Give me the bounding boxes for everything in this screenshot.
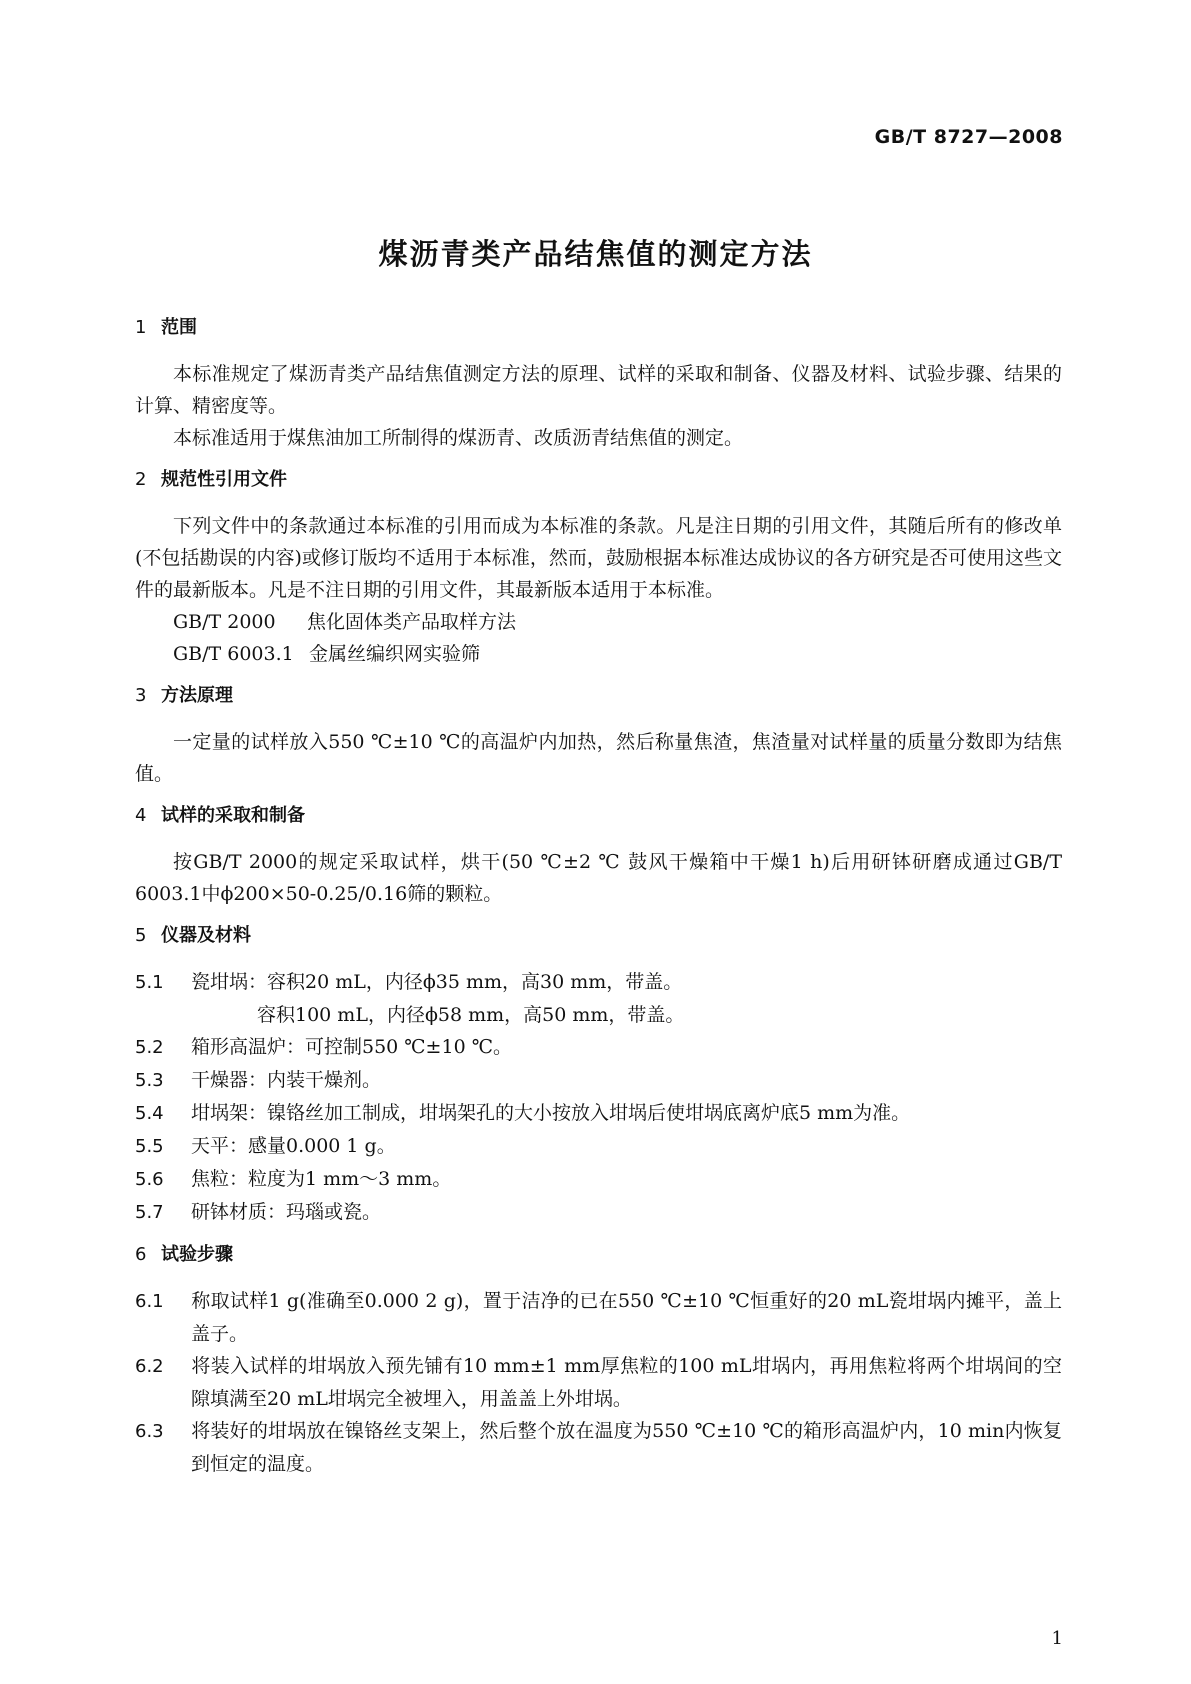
clause-number: 6.2 [135, 1356, 164, 1377]
section-title: 范围 [161, 317, 197, 338]
section-title: 仪器及材料 [161, 925, 251, 946]
normative-reference [173, 606, 1062, 638]
clause-number: 5.2 [135, 1037, 164, 1058]
section-heading-5 [135, 920, 1062, 952]
section-heading-2 [135, 464, 1062, 496]
paragraph: 一定量的试样放入550 ℃±10 ℃的高温炉内加热，然后称量焦渣，焦渣量对试样量的质量分数即为结焦值。 [135, 731, 1062, 785]
paragraph: 本标准适用于煤焦油加工所制得的煤沥青、改质沥青结焦值的测定。 [173, 427, 744, 449]
clause-number: 5.1 [135, 972, 164, 993]
clause-number: 6.1 [135, 1291, 164, 1312]
section-number: 1 [135, 317, 147, 338]
document-title: 煤沥青类产品结焦值的测定方法 [378, 237, 813, 271]
clause-number: 5.7 [135, 1202, 164, 1223]
clause-item [135, 1196, 1062, 1229]
section-number: 3 [135, 685, 147, 706]
clause-item [135, 1350, 1062, 1415]
clause-item [135, 966, 1062, 999]
normative-reference [173, 638, 1062, 670]
section-number: 4 [135, 805, 147, 826]
paragraph: 本标准规定了煤沥青类产品结焦值测定方法的原理、试样的采取和制备、仪器及材料、试验步骤、结果的计算、精密度等。 [135, 363, 1062, 417]
clause-text: 坩埚架：镍铬丝加工制成，坩埚架孔的大小按放入坩埚后使坩埚底离炉底5 mm为准。 [191, 1102, 911, 1124]
document-body [135, 312, 1062, 1480]
reference-code: GB/T 6003.1 [173, 643, 294, 665]
section-heading-6 [135, 1239, 1062, 1271]
clause-text: 研钵材质：玛瑙或瓷。 [191, 1201, 382, 1223]
clause-item [135, 1031, 1062, 1064]
clause-text: 天平：感量0.000 1 g。 [191, 1135, 396, 1157]
clause-text: 将装入试样的坩埚放入预先铺有10 mm±1 mm厚焦粒的100 mL坩埚内，再用焦粒将两个坩埚间的空隙填满至20 mL坩埚完全被埋入，用盖盖上外坩埚。 [191, 1355, 1062, 1410]
clause-item [135, 1130, 1062, 1163]
section-number: 5 [135, 925, 147, 946]
page-number: 1 [1051, 1628, 1063, 1649]
clause-item [135, 1285, 1062, 1350]
clause-item [135, 1064, 1062, 1097]
clause-text: 箱形高温炉：可控制550 ℃±10 ℃。 [191, 1036, 512, 1058]
clause-text: 焦粒：粒度为1 mm～3 mm。 [191, 1168, 452, 1190]
clause-item [135, 1415, 1062, 1480]
section-number: 6 [135, 1244, 147, 1265]
paragraph: 按GB/T 2000的规定采取试样，烘干(50 ℃±2 ℃ 鼓风干燥箱中干燥1 h)后用研钵研磨成通过GB/T 6003.1中ϕ200×50-0.25/0.16筛的颗粒。 [135, 851, 1062, 905]
section-title: 方法原理 [161, 685, 233, 706]
clause-continuation: 容积100 mL，内径ϕ58 mm，高50 mm，带盖。 [257, 1004, 685, 1026]
section-heading-4 [135, 800, 1062, 832]
section-heading-3 [135, 680, 1062, 712]
clause-number: 5.3 [135, 1070, 164, 1091]
clause-text: 瓷坩埚：容积20 mL，内径ϕ35 mm，高30 mm，带盖。 [191, 971, 683, 993]
section-heading-1 [135, 312, 1062, 344]
standard-number: GB/T 8727—2008 [874, 126, 1063, 148]
section-title: 试验步骤 [161, 1244, 233, 1265]
clause-text: 干燥器：内装干燥剂。 [191, 1069, 382, 1091]
clause-text: 将装好的坩埚放在镍铬丝支架上，然后整个放在温度为550 ℃±10 ℃的箱形高温炉内，10 min内恢复到恒定的温度。 [191, 1420, 1062, 1475]
reference-code: GB/T 2000 [173, 611, 276, 633]
clause-item [135, 1097, 1062, 1130]
reference-title: 焦化固体类产品取样方法 [307, 611, 517, 633]
reference-title: 金属丝编织网实验筛 [309, 643, 481, 665]
clause-number: 5.5 [135, 1136, 164, 1157]
clause-number: 5.4 [135, 1103, 164, 1124]
section-title: 规范性引用文件 [161, 469, 287, 490]
clause-number: 6.3 [135, 1421, 164, 1442]
clause-number: 5.6 [135, 1169, 164, 1190]
section-number: 2 [135, 469, 147, 490]
paragraph: 下列文件中的条款通过本标准的引用而成为本标准的条款。凡是注日期的引用文件，其随后所有的修改单(不包括勘误的内容)或修订版均不适用于本标准，然而，鼓励根据本标准达成协议的各方研究是否可使用这些文件的最新版本。凡是不注日期的引用文件，其最新版本适用于本标准。 [135, 515, 1062, 601]
clause-text: 称取试样1 g(准确至0.000 2 g)，置于洁净的已在550 ℃±10 ℃恒重好的20 mL瓷坩埚内摊平，盖上盖子。 [191, 1290, 1062, 1345]
section-title: 试样的采取和制备 [161, 805, 305, 826]
clause-item [135, 1163, 1062, 1196]
